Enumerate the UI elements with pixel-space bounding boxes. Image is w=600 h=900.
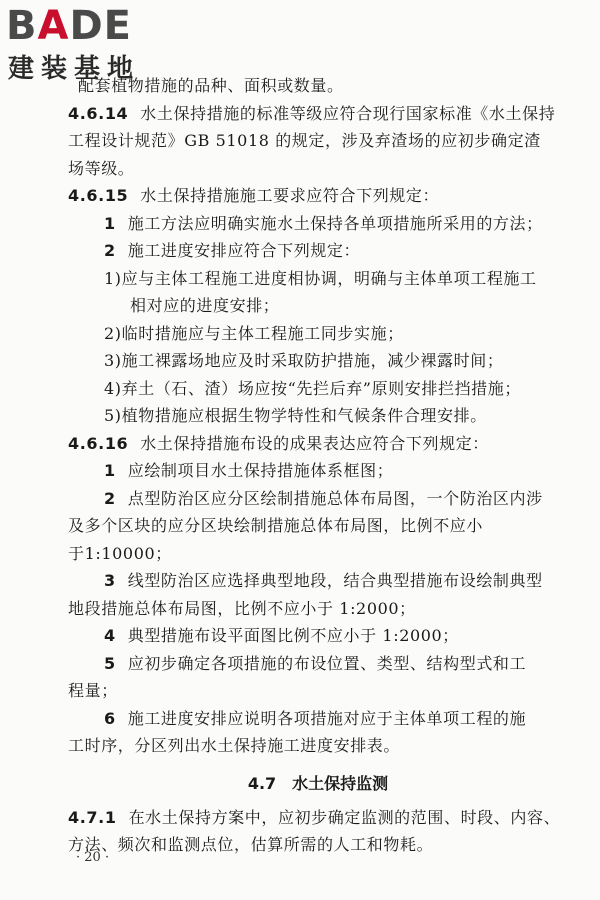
item-text: 典型措施布设平面图比例不应小于 1:2000； [127, 626, 459, 645]
item-number: 2 [104, 488, 116, 508]
item-text: 施工方法应明确实施水土保持各单项措施所采用的方法； [127, 213, 543, 233]
sub-item [68, 320, 568, 348]
clause-number: 4.6.15 [68, 186, 129, 205]
item-number: 1 [104, 461, 116, 480]
sub-item-text: 应与主体工程施工进度相协调，明确与主体单项工程施工 [121, 268, 537, 288]
section-heading [68, 760, 568, 804]
sub-item-text: 植物措施应根据生物学特性和气候条件合理安排。 [121, 406, 487, 425]
clause-number: 4.6.14 [68, 103, 129, 123]
item-number: 6 [104, 708, 116, 728]
item-line: 及多个区块的应分区块绘制措施总体布局图，比例不应小 [68, 516, 484, 535]
sub-item [68, 375, 568, 403]
item-line: 程量； [68, 681, 118, 700]
sub-item [68, 265, 568, 293]
item-text: 应初步确定各项措施的布设位置、类型、结构型式和工 [127, 653, 527, 673]
item-text: 应绘制项目水土保持措施体系框图； [127, 461, 394, 480]
clause-number: 4.7.1 [68, 807, 117, 827]
clause-number: 4.6.16 [68, 433, 129, 453]
page-number: · 20 · [76, 850, 110, 865]
list-item [68, 457, 568, 485]
clause-4-6-16 [68, 430, 568, 458]
list-item [68, 237, 568, 265]
item-text: 点型防治区应分区绘制措施总体布局图，一个防治区内涉 [127, 488, 543, 508]
clause-text: 水土保持措施布设的成果表达应符合下列规定： [140, 433, 489, 453]
list-item [68, 705, 568, 733]
clause-text: 水土保持措施的标准等级应符合现行国家标准《水土保持 [140, 103, 556, 123]
clause-4-7-1 [68, 804, 568, 832]
item-line: 工时序，分区列出水土保持施工进度安排表。 [68, 736, 401, 755]
sub-item-number: 1) [104, 268, 122, 288]
logo-wordmark: BADE [6, 3, 132, 49]
item-text: 线型防治区应选择典型地段，结合典型措施布设绘制典型 [127, 571, 543, 590]
item-number: 3 [104, 571, 116, 590]
item-number: 2 [104, 241, 116, 260]
item-line: 于1:10000； [68, 543, 172, 563]
sub-item [68, 402, 568, 430]
clause-line: 方法、频次和监测点位，估算所需的人工和物耗。 [68, 835, 434, 854]
sub-item-number: 3) [104, 351, 122, 370]
sub-item [68, 347, 568, 375]
item-line: 地段措施总体布局图，比例不应小于 1:2000； [68, 598, 416, 618]
sub-item-line: 相对应的进度安排； [130, 296, 280, 315]
document-body [68, 72, 568, 859]
list-item [68, 485, 568, 513]
item-number: 5 [104, 653, 116, 673]
item-number: 1 [104, 213, 116, 233]
section-title: 水土保持监测 [292, 773, 389, 793]
continued-line: 配套植物措施的品种、面积或数量。 [78, 76, 344, 95]
clause-4-6-14 [68, 100, 568, 128]
clause-line: 场等级。 [68, 158, 135, 178]
item-number: 4 [104, 626, 116, 645]
logo-subtitle: 建装基地 [8, 54, 141, 84]
clause-text: 在水土保持方案中，应初步确定监测的范围、时段、内容、 [128, 807, 561, 827]
clause-4-6-15 [68, 182, 568, 210]
sub-item-text: 临时措施应与主体工程施工同步实施； [121, 323, 404, 343]
list-item [68, 622, 568, 650]
logo-accent-letter: A [37, 3, 70, 49]
sub-item-number: 2) [104, 323, 122, 343]
clause-text: 水土保持措施施工要求应符合下列规定： [140, 186, 440, 205]
item-text: 施工进度安排应符合下列规定： [127, 241, 361, 260]
clause-line: 工程设计规范》GB 51018 的规定，涉及弃渣场的应初步确定渣 [68, 131, 541, 150]
list-item [68, 567, 568, 595]
sub-item-number: 5) [104, 406, 122, 425]
item-text: 施工进度安排应说明各项措施对应于主体单项工程的施 [127, 708, 527, 728]
list-item [68, 210, 568, 238]
sub-item-number: 4) [104, 378, 122, 398]
sub-item-text: 弃土（石、渣）场应按“先拦后弃”原则安排拦挡措施； [121, 378, 521, 398]
list-item [68, 650, 568, 678]
section-number: 4.7 [247, 773, 277, 793]
sub-item-text: 施工裸露场地应及时采取防护措施，减少裸露时间； [121, 351, 504, 370]
